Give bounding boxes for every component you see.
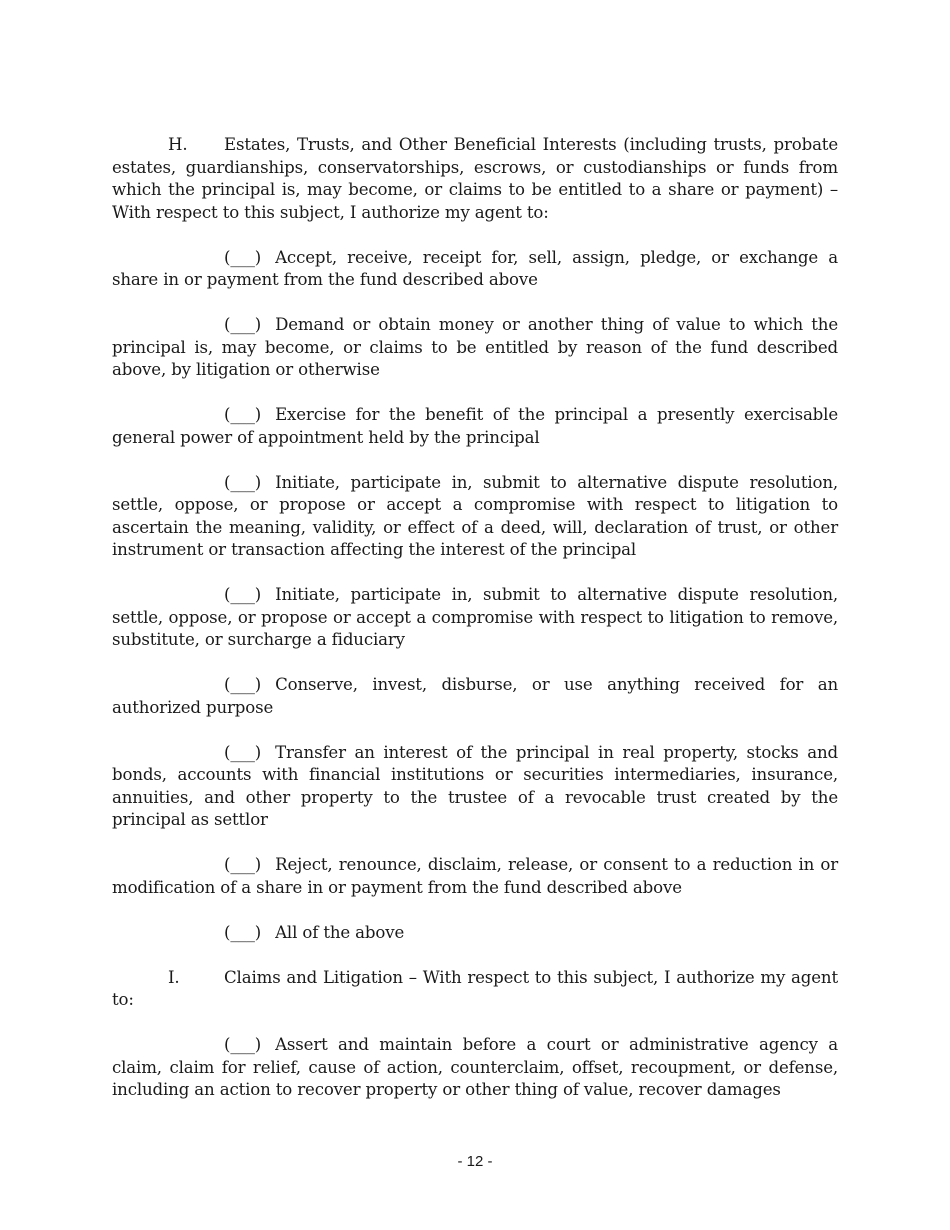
checkbox-blank[interactable]: (___) <box>224 742 262 762</box>
list-item-text: Reject, renounce, disclaim, release, or consent to a reduction in or modification of a share in or payment from the fund described above <box>112 855 838 897</box>
list-item-text: Initiate, participate in, submit to alternative dispute resolution, settle, oppose, or propose or accept a compromise with respect to litigation to ascertain the meaning, validity, or effect of a deed, will, declaration of trust, or other instrument or transaction affecting the interest of the principal <box>112 472 838 559</box>
list-item <box>112 404 838 449</box>
section-heading-i <box>112 967 838 1012</box>
list-item <box>112 314 838 382</box>
list-item-text: Conserve, invest, disburse, or use anything received for an authorized purpose <box>112 675 838 717</box>
list-item <box>112 247 838 292</box>
checkbox-blank[interactable]: (___) <box>224 922 262 942</box>
checkbox-blank[interactable]: (___) <box>224 675 262 694</box>
list-item <box>112 674 838 719</box>
section-letter: I. <box>168 967 180 987</box>
checkbox-blank[interactable]: (___) <box>224 1035 262 1054</box>
checkbox-blank[interactable]: (___) <box>224 315 262 334</box>
document-body <box>112 134 838 1124</box>
list-item <box>112 854 838 899</box>
checkbox-blank[interactable]: (___) <box>224 855 262 874</box>
list-item <box>112 922 838 945</box>
list-item-text: Accept, receive, receipt for, sell, assign, pledge, or exchange a share in or payment from the fund described above <box>112 247 838 289</box>
checkbox-blank[interactable]: (___) <box>224 472 262 492</box>
list-item-text: Demand or obtain money or another thing of value to which the principal is, may become, or claims to be entitled by reason of the fund described above, by litigation or otherwise <box>112 315 838 379</box>
list-item-text: Assert and maintain before a court or administrative agency a claim, claim for relief, cause of action, counterclaim, offset, recoupment, or defense, including an action to recover property or other thing of value, recover damages <box>112 1035 838 1099</box>
list-item-text: Initiate, participate in, submit to alternative dispute resolution, settle, oppose, or propose or accept a compromise with respect to litigation to remove, substitute, or surcharge a fiduciary <box>112 585 838 649</box>
list-item <box>112 1034 838 1102</box>
checkbox-blank[interactable]: (___) <box>224 247 262 267</box>
list-item <box>112 472 838 562</box>
checkbox-blank[interactable]: (___) <box>224 585 262 604</box>
section-intro: Claims and Litigation – With respect to this subject, I authorize my agent to: <box>112 967 838 1009</box>
list-item-text: Transfer an interest of the principal in real property, stocks and bonds, accounts with financial institutions or securities intermediaries, insurance, annuities, and other property to the trustee of a revocable trust created by the principal as settlor <box>112 742 838 829</box>
section-heading-h <box>112 134 838 224</box>
list-item-text: All of the above <box>275 922 405 942</box>
page-number: - 12 - <box>457 1153 493 1170</box>
section-intro: Estates, Trusts, and Other Beneficial Interests (including trusts, probate estates, guardianships, conservatorships, escrows, or custodianships or funds from which the principal is, may become, or claims to be entitled to a share or payment) – With respect to this subject, I authorize my agent to: <box>112 135 838 222</box>
section-letter: H. <box>168 135 188 154</box>
checkbox-blank[interactable]: (___) <box>224 405 262 424</box>
list-item <box>112 584 838 652</box>
list-item <box>112 742 838 832</box>
list-item-text: Exercise for the benefit of the principal a presently exercisable general power of appointment held by the principal <box>112 405 838 447</box>
